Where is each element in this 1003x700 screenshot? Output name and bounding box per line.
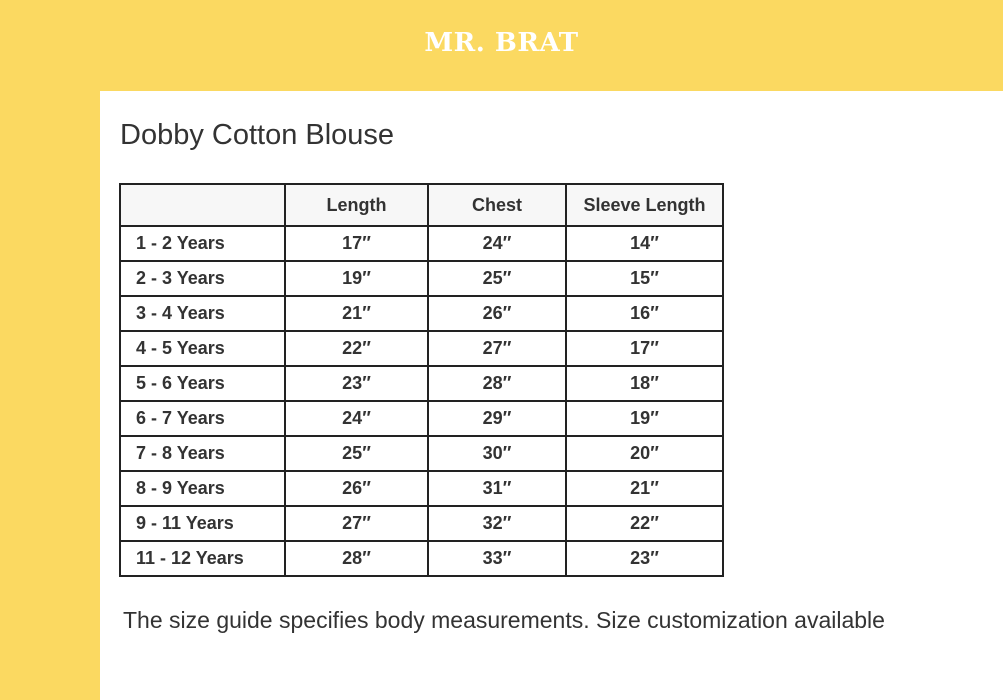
brand-header bbox=[0, 0, 1003, 91]
sleeve-cell: 17″ bbox=[566, 331, 723, 366]
size-chart-table bbox=[119, 183, 724, 577]
chest-cell: 32″ bbox=[428, 506, 566, 541]
chest-cell: 33″ bbox=[428, 541, 566, 576]
header-chest: Chest bbox=[428, 184, 566, 226]
table-row bbox=[120, 261, 723, 296]
size-guide-note: The size guide specifies body measurements. Size customization available bbox=[123, 607, 885, 633]
sleeve-cell: 14″ bbox=[566, 226, 723, 261]
table-row bbox=[120, 541, 723, 576]
chest-cell: 29″ bbox=[428, 401, 566, 436]
age-cell: 6 - 7 Years bbox=[120, 401, 285, 436]
sleeve-cell: 16″ bbox=[566, 296, 723, 331]
length-cell: 24″ bbox=[285, 401, 428, 436]
chest-cell: 24″ bbox=[428, 226, 566, 261]
content-panel bbox=[100, 91, 1003, 700]
length-cell: 27″ bbox=[285, 506, 428, 541]
age-cell: 2 - 3 Years bbox=[120, 261, 285, 296]
sleeve-cell: 21″ bbox=[566, 471, 723, 506]
age-cell: 1 - 2 Years bbox=[120, 226, 285, 261]
age-cell: 9 - 11 Years bbox=[120, 506, 285, 541]
table-row bbox=[120, 366, 723, 401]
chest-cell: 28″ bbox=[428, 366, 566, 401]
length-cell: 25″ bbox=[285, 436, 428, 471]
chest-cell: 31″ bbox=[428, 471, 566, 506]
table-row bbox=[120, 506, 723, 541]
sleeve-cell: 22″ bbox=[566, 506, 723, 541]
chest-cell: 25″ bbox=[428, 261, 566, 296]
sleeve-cell: 20″ bbox=[566, 436, 723, 471]
sleeve-cell: 19″ bbox=[566, 401, 723, 436]
chest-cell: 30″ bbox=[428, 436, 566, 471]
age-cell: 8 - 9 Years bbox=[120, 471, 285, 506]
product-title: Dobby Cotton Blouse bbox=[120, 119, 395, 151]
table-row bbox=[120, 296, 723, 331]
age-cell: 3 - 4 Years bbox=[120, 296, 285, 331]
table-row bbox=[120, 471, 723, 506]
header-sleeve-length: Sleeve Length bbox=[566, 184, 723, 226]
table-row bbox=[120, 226, 723, 261]
sleeve-cell: 23″ bbox=[566, 541, 723, 576]
table-row bbox=[120, 436, 723, 471]
table-row bbox=[120, 401, 723, 436]
length-cell: 26″ bbox=[285, 471, 428, 506]
header-length: Length bbox=[285, 184, 428, 226]
table-row bbox=[120, 331, 723, 366]
age-cell: 4 - 5 Years bbox=[120, 331, 285, 366]
sleeve-cell: 15″ bbox=[566, 261, 723, 296]
brand-logo-text: MR. BRAT bbox=[424, 28, 579, 58]
header-age-cell bbox=[120, 184, 285, 226]
age-cell: 11 - 12 Years bbox=[120, 541, 285, 576]
length-cell: 23″ bbox=[285, 366, 428, 401]
chest-cell: 27″ bbox=[428, 331, 566, 366]
chest-cell: 26″ bbox=[428, 296, 566, 331]
age-cell: 7 - 8 Years bbox=[120, 436, 285, 471]
length-cell: 21″ bbox=[285, 296, 428, 331]
table-header-row bbox=[120, 184, 723, 226]
sleeve-cell: 18″ bbox=[566, 366, 723, 401]
length-cell: 22″ bbox=[285, 331, 428, 366]
length-cell: 17″ bbox=[285, 226, 428, 261]
length-cell: 19″ bbox=[285, 261, 428, 296]
length-cell: 28″ bbox=[285, 541, 428, 576]
age-cell: 5 - 6 Years bbox=[120, 366, 285, 401]
